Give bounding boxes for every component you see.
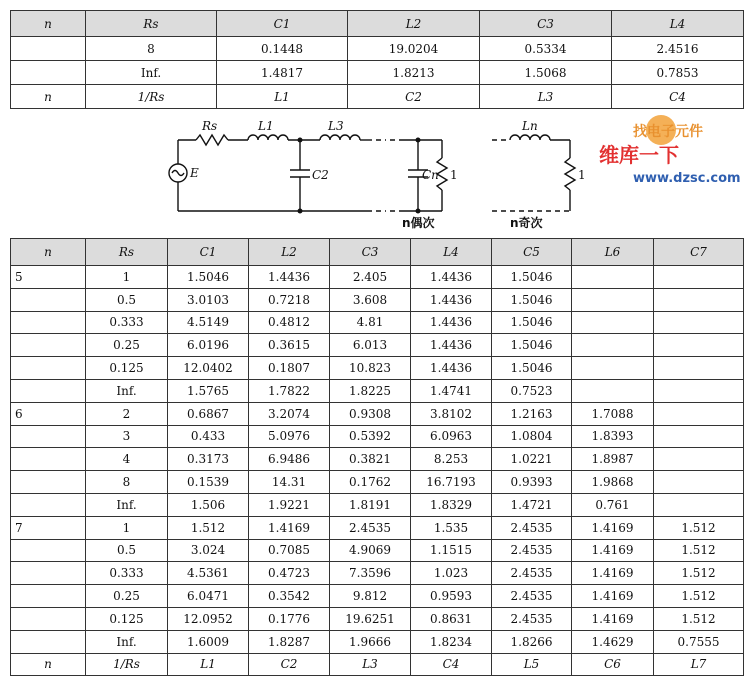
dzsc-watermark-logo bbox=[595, 110, 745, 190]
t2-row-cell bbox=[11, 493, 86, 516]
t2-row-cell: 0.9308 bbox=[330, 402, 411, 425]
t2-row bbox=[11, 630, 744, 653]
label-e: E bbox=[190, 166, 199, 180]
t2-row-cell: 12.0952 bbox=[168, 607, 249, 630]
t2-hdr-cell: L4 bbox=[411, 239, 492, 266]
label-rs: Rs bbox=[202, 119, 218, 133]
t2-hdr-cell: C1 bbox=[168, 239, 249, 266]
t1-row bbox=[11, 61, 744, 85]
t2-row-cell: 3.0103 bbox=[168, 288, 249, 311]
t2-row-cell: 1.4169 bbox=[572, 585, 654, 608]
t2-row-cell: 4.81 bbox=[330, 311, 411, 334]
t2-row-cell: 1.2163 bbox=[492, 402, 572, 425]
t2-row-cell: 6.0963 bbox=[411, 425, 492, 448]
t2-row-cell: 0.25 bbox=[86, 585, 168, 608]
t2-row-cell: 0.7085 bbox=[249, 539, 330, 562]
t2-row bbox=[11, 562, 744, 585]
t2-row-cell bbox=[11, 562, 86, 585]
t2-row-cell bbox=[654, 425, 744, 448]
t2-row-cell bbox=[11, 379, 86, 402]
t2-row-cell: 6.0471 bbox=[168, 585, 249, 608]
t1-row-cell: 1.8213 bbox=[348, 61, 480, 85]
t2-row-cell bbox=[654, 448, 744, 471]
t1-ftr-cell: 1/Rs bbox=[86, 85, 217, 109]
t2-row-cell: 1.9868 bbox=[572, 471, 654, 494]
lower-coefficient-table bbox=[10, 238, 744, 676]
t2-row-cell bbox=[11, 357, 86, 380]
t2-row-cell: 5 bbox=[11, 266, 86, 289]
t1-row-cell bbox=[11, 61, 86, 85]
t2-row-cell: 2.405 bbox=[330, 266, 411, 289]
t2-row-cell bbox=[654, 266, 744, 289]
t1-hdr-cell: L4 bbox=[612, 11, 744, 37]
t2-row-cell: 0.6867 bbox=[168, 402, 249, 425]
t2-row-cell: 1.506 bbox=[168, 493, 249, 516]
t2-row-cell: 6 bbox=[11, 402, 86, 425]
t2-row-cell: 0.7218 bbox=[249, 288, 330, 311]
t1-row-cell: 0.5334 bbox=[480, 37, 612, 61]
t1-row-cell: 0.7853 bbox=[612, 61, 744, 85]
t2-row-cell bbox=[654, 311, 744, 334]
t2-row-cell: 1.4436 bbox=[249, 266, 330, 289]
t2-row-cell: 1.4721 bbox=[492, 493, 572, 516]
t2-row bbox=[11, 311, 744, 334]
t2-row-cell: 8 bbox=[86, 471, 168, 494]
t2-row-cell: 2.4535 bbox=[492, 585, 572, 608]
t2-row-cell bbox=[654, 493, 744, 516]
t2-row bbox=[11, 266, 744, 289]
t2-row-cell: 6.0196 bbox=[168, 334, 249, 357]
t2-row-cell: 2.4535 bbox=[492, 539, 572, 562]
t2-row-cell: 5.0976 bbox=[249, 425, 330, 448]
t2-row-cell bbox=[11, 607, 86, 630]
t1-hdr-cell: C3 bbox=[480, 11, 612, 37]
t2-row-cell bbox=[11, 448, 86, 471]
t2-row-cell bbox=[654, 379, 744, 402]
t2-row-cell: 1.5046 bbox=[492, 357, 572, 380]
t2-row-cell: 1.7088 bbox=[572, 402, 654, 425]
t1-ftr-cell: C4 bbox=[612, 85, 744, 109]
ladder-filter-circuit-diagram bbox=[160, 113, 586, 233]
t2-row-cell: Inf. bbox=[86, 379, 168, 402]
t2-row-cell: 10.823 bbox=[330, 357, 411, 380]
t2-row-cell: 0.9593 bbox=[411, 585, 492, 608]
t2-row-cell bbox=[572, 266, 654, 289]
t2-row-cell: 0.1539 bbox=[168, 471, 249, 494]
t2-row-cell: 0.3821 bbox=[330, 448, 411, 471]
t2-ftr-cell: n bbox=[11, 653, 86, 676]
t2-row-cell: 2.4535 bbox=[492, 516, 572, 539]
t2-row-cell bbox=[572, 288, 654, 311]
t2-hdr-cell: C3 bbox=[330, 239, 411, 266]
t2-row-cell: 1.4169 bbox=[572, 516, 654, 539]
t2-row-cell: 1.5046 bbox=[492, 288, 572, 311]
t2-row-cell: 1.8393 bbox=[572, 425, 654, 448]
t2-row bbox=[11, 448, 744, 471]
t2-row-cell: 1.4169 bbox=[572, 539, 654, 562]
t2-row-cell: 4.9069 bbox=[330, 539, 411, 562]
t1-ftr-cell: L1 bbox=[217, 85, 348, 109]
t1-row-cell: 2.4516 bbox=[612, 37, 744, 61]
t2-row-cell bbox=[572, 357, 654, 380]
t2-row-cell: 1.512 bbox=[654, 585, 744, 608]
t1-ftr-cell: L3 bbox=[480, 85, 612, 109]
t2-row-cell bbox=[11, 585, 86, 608]
t1-hdr bbox=[11, 11, 744, 37]
t2-row-cell: 1.5046 bbox=[492, 334, 572, 357]
t2-row-cell: 1.4169 bbox=[572, 562, 654, 585]
t2-row-cell: 0.761 bbox=[572, 493, 654, 516]
t2-hdr-cell: n bbox=[11, 239, 86, 266]
t2-hdr-cell: C5 bbox=[492, 239, 572, 266]
t2-row bbox=[11, 516, 744, 539]
t2-row-cell: 0.1807 bbox=[249, 357, 330, 380]
t1-row-cell: 1.4817 bbox=[217, 61, 348, 85]
t1-row-cell: 19.0204 bbox=[348, 37, 480, 61]
t2-ftr-cell: L5 bbox=[492, 653, 572, 676]
inductor-l1-symbol bbox=[248, 135, 288, 140]
t2-row-cell: 0.5 bbox=[86, 288, 168, 311]
t2-row-cell bbox=[572, 379, 654, 402]
t2-row-cell: 3.8102 bbox=[411, 402, 492, 425]
t2-row-cell: 1.8191 bbox=[330, 493, 411, 516]
t2-row-cell: 0.7555 bbox=[654, 630, 744, 653]
t2-row-cell bbox=[11, 288, 86, 311]
t2-row-cell: 1.8987 bbox=[572, 448, 654, 471]
t2-row bbox=[11, 357, 744, 380]
t2-ftr-cell: C4 bbox=[411, 653, 492, 676]
t2-row-cell: 0.5 bbox=[86, 539, 168, 562]
label-odd-load: 1 bbox=[578, 168, 586, 182]
t2-row-cell: 0.4723 bbox=[249, 562, 330, 585]
t2-row-cell: Inf. bbox=[86, 493, 168, 516]
t2-row-cell: 16.7193 bbox=[411, 471, 492, 494]
inductor-l3-symbol bbox=[320, 135, 360, 140]
t2-row-cell: 1.6009 bbox=[168, 630, 249, 653]
t2-row-cell bbox=[654, 471, 744, 494]
t2-row-cell: 19.6251 bbox=[330, 607, 411, 630]
t2-row-cell: 0.333 bbox=[86, 562, 168, 585]
t2-row-cell bbox=[11, 539, 86, 562]
t2-row-cell: 0.433 bbox=[168, 425, 249, 448]
t2-row-cell: 0.125 bbox=[86, 357, 168, 380]
t2-row-cell: 1.5046 bbox=[168, 266, 249, 289]
t2-row-cell bbox=[654, 288, 744, 311]
t2-hdr-cell: C7 bbox=[654, 239, 744, 266]
label-ln: Ln bbox=[522, 119, 538, 133]
t2-row-cell: 4 bbox=[86, 448, 168, 471]
t1-hdr-cell: Rs bbox=[86, 11, 217, 37]
t1-row-cell: Inf. bbox=[86, 61, 217, 85]
t2-hdr-cell: L6 bbox=[572, 239, 654, 266]
caption-even-order: n偶次 bbox=[402, 216, 435, 230]
watermark-brand-text: 维库一下 bbox=[599, 143, 679, 167]
t1-ftr-cell: C2 bbox=[348, 85, 480, 109]
t2-row-cell: 1.1515 bbox=[411, 539, 492, 562]
t2-row-cell: 1.8266 bbox=[492, 630, 572, 653]
t2-row-cell: 8.253 bbox=[411, 448, 492, 471]
t2-row-cell: 2.4535 bbox=[330, 516, 411, 539]
t2-row-cell: 1.512 bbox=[654, 539, 744, 562]
label-l3: L3 bbox=[328, 119, 344, 133]
t2-row-cell bbox=[11, 630, 86, 653]
t2-row bbox=[11, 539, 744, 562]
t2-row-cell: 1.9221 bbox=[249, 493, 330, 516]
t2-row-cell: 1.512 bbox=[654, 562, 744, 585]
t2-row-cell: 3.024 bbox=[168, 539, 249, 562]
t2-row-cell: 2.4535 bbox=[492, 562, 572, 585]
t2-row-cell: 1.8287 bbox=[249, 630, 330, 653]
t2-row-cell: 0.5392 bbox=[330, 425, 411, 448]
t2-hdr-cell: Rs bbox=[86, 239, 168, 266]
inductor-ln-symbol bbox=[510, 135, 550, 140]
t2-row-cell: 0.8631 bbox=[411, 607, 492, 630]
t2-row-cell: 0.125 bbox=[86, 607, 168, 630]
t2-row-cell: 1.5046 bbox=[492, 311, 572, 334]
t2-row-cell: 1.4436 bbox=[411, 334, 492, 357]
t2-row-cell: 0.1776 bbox=[249, 607, 330, 630]
t2-row-cell: 1 bbox=[86, 516, 168, 539]
t2-hdr bbox=[11, 239, 744, 266]
t1-row bbox=[11, 37, 744, 61]
t2-row-cell: 0.7523 bbox=[492, 379, 572, 402]
t2-row-cell: 1.4741 bbox=[411, 379, 492, 402]
t2-row-cell bbox=[11, 334, 86, 357]
t2-ftr-cell: L3 bbox=[330, 653, 411, 676]
t2-row-cell: 0.333 bbox=[86, 311, 168, 334]
t2-row-cell: 1.4436 bbox=[411, 288, 492, 311]
t2-row-cell: 1.4436 bbox=[411, 266, 492, 289]
t1-hdr-cell: C1 bbox=[217, 11, 348, 37]
t2-row-cell: 1.7822 bbox=[249, 379, 330, 402]
label-cn: Cn bbox=[422, 168, 439, 182]
t2-row-cell: 0.3173 bbox=[168, 448, 249, 471]
t2-row-cell: 1 bbox=[86, 266, 168, 289]
t2-row-cell: 0.1762 bbox=[330, 471, 411, 494]
t2-row-cell bbox=[654, 402, 744, 425]
t2-row-cell: 2 bbox=[86, 402, 168, 425]
watermark-url-text: www.dzsc.com bbox=[633, 171, 741, 186]
t2-ftr-cell: L7 bbox=[654, 653, 744, 676]
t2-row-cell bbox=[572, 311, 654, 334]
t2-row-cell: 4.5149 bbox=[168, 311, 249, 334]
t2-row-cell: 7.3596 bbox=[330, 562, 411, 585]
t2-row-cell: 3.608 bbox=[330, 288, 411, 311]
label-c2: C2 bbox=[312, 168, 329, 182]
t2-row-cell: 1.5765 bbox=[168, 379, 249, 402]
t2-row-cell: 1.4169 bbox=[249, 516, 330, 539]
t2-row-cell bbox=[654, 334, 744, 357]
t2-row-cell bbox=[572, 334, 654, 357]
t2-row bbox=[11, 402, 744, 425]
t2-row-cell: 1.8329 bbox=[411, 493, 492, 516]
t2-row-cell: 3.2074 bbox=[249, 402, 330, 425]
t2-row-cell: 1.4436 bbox=[411, 311, 492, 334]
t2-row-cell: 6.013 bbox=[330, 334, 411, 357]
t2-row-cell: 1.512 bbox=[168, 516, 249, 539]
t2-row-cell: 12.0402 bbox=[168, 357, 249, 380]
t2-row-cell: 1.9666 bbox=[330, 630, 411, 653]
t2-row-cell: 1.4629 bbox=[572, 630, 654, 653]
t2-row-cell: 1.535 bbox=[411, 516, 492, 539]
t2-row-cell: 1.5046 bbox=[492, 266, 572, 289]
t1-row-cell bbox=[11, 37, 86, 61]
t2-row bbox=[11, 379, 744, 402]
watermark-top-text: 找电子元件 bbox=[633, 124, 703, 140]
t2-row-cell: 14.31 bbox=[249, 471, 330, 494]
upper-coefficient-table bbox=[10, 10, 744, 109]
t2-row-cell: 1.0221 bbox=[492, 448, 572, 471]
t1-hdr-cell: n bbox=[11, 11, 86, 37]
t2-row-cell: 6.9486 bbox=[249, 448, 330, 471]
t1-ftr bbox=[11, 85, 744, 109]
t2-row-cell: 1.8225 bbox=[330, 379, 411, 402]
t2-row-cell: 0.3615 bbox=[249, 334, 330, 357]
t2-row-cell bbox=[11, 471, 86, 494]
t2-hdr-cell: L2 bbox=[249, 239, 330, 266]
t2-ftr-cell: C2 bbox=[249, 653, 330, 676]
t2-row-cell: 1.512 bbox=[654, 516, 744, 539]
t2-row-cell: 0.3542 bbox=[249, 585, 330, 608]
caption-odd-order: n奇次 bbox=[510, 216, 543, 230]
t2-row-cell: 0.9393 bbox=[492, 471, 572, 494]
t2-row bbox=[11, 607, 744, 630]
t2-row-cell: 1.4169 bbox=[572, 607, 654, 630]
t2-ftr-cell: C6 bbox=[572, 653, 654, 676]
t2-ftr-cell: L1 bbox=[168, 653, 249, 676]
t1-row-cell: 0.1448 bbox=[217, 37, 348, 61]
t2-row-cell: 1.0804 bbox=[492, 425, 572, 448]
t2-row-cell: 2.4535 bbox=[492, 607, 572, 630]
t2-row-cell: 1.512 bbox=[654, 607, 744, 630]
label-l1: L1 bbox=[258, 119, 274, 133]
t2-row bbox=[11, 334, 744, 357]
t2-row-cell bbox=[11, 425, 86, 448]
t2-row-cell: 9.812 bbox=[330, 585, 411, 608]
t2-row-cell: 1.4436 bbox=[411, 357, 492, 380]
t2-row bbox=[11, 493, 744, 516]
t2-ftr-cell: 1/Rs bbox=[86, 653, 168, 676]
t2-row-cell: Inf. bbox=[86, 630, 168, 653]
t2-row-cell: 4.5361 bbox=[168, 562, 249, 585]
t2-row-cell: 3 bbox=[86, 425, 168, 448]
t2-row-cell: 0.4812 bbox=[249, 311, 330, 334]
t2-row bbox=[11, 585, 744, 608]
t2-row bbox=[11, 471, 744, 494]
t2-row-cell: 7 bbox=[11, 516, 86, 539]
t2-row-cell: 0.25 bbox=[86, 334, 168, 357]
source-resistor-symbol bbox=[196, 135, 228, 145]
t1-ftr-cell: n bbox=[11, 85, 86, 109]
label-even-load: 1 bbox=[450, 168, 458, 182]
t2-row-cell: 1.8234 bbox=[411, 630, 492, 653]
t2-row-cell bbox=[11, 311, 86, 334]
t2-row bbox=[11, 288, 744, 311]
t2-row-cell: 1.023 bbox=[411, 562, 492, 585]
odd-load-resistor-symbol bbox=[565, 158, 575, 190]
t1-row-cell: 8 bbox=[86, 37, 217, 61]
t1-hdr-cell: L2 bbox=[348, 11, 480, 37]
t2-row-cell bbox=[654, 357, 744, 380]
t2-ftr bbox=[11, 653, 744, 676]
t1-row-cell: 1.5068 bbox=[480, 61, 612, 85]
t2-row bbox=[11, 425, 744, 448]
